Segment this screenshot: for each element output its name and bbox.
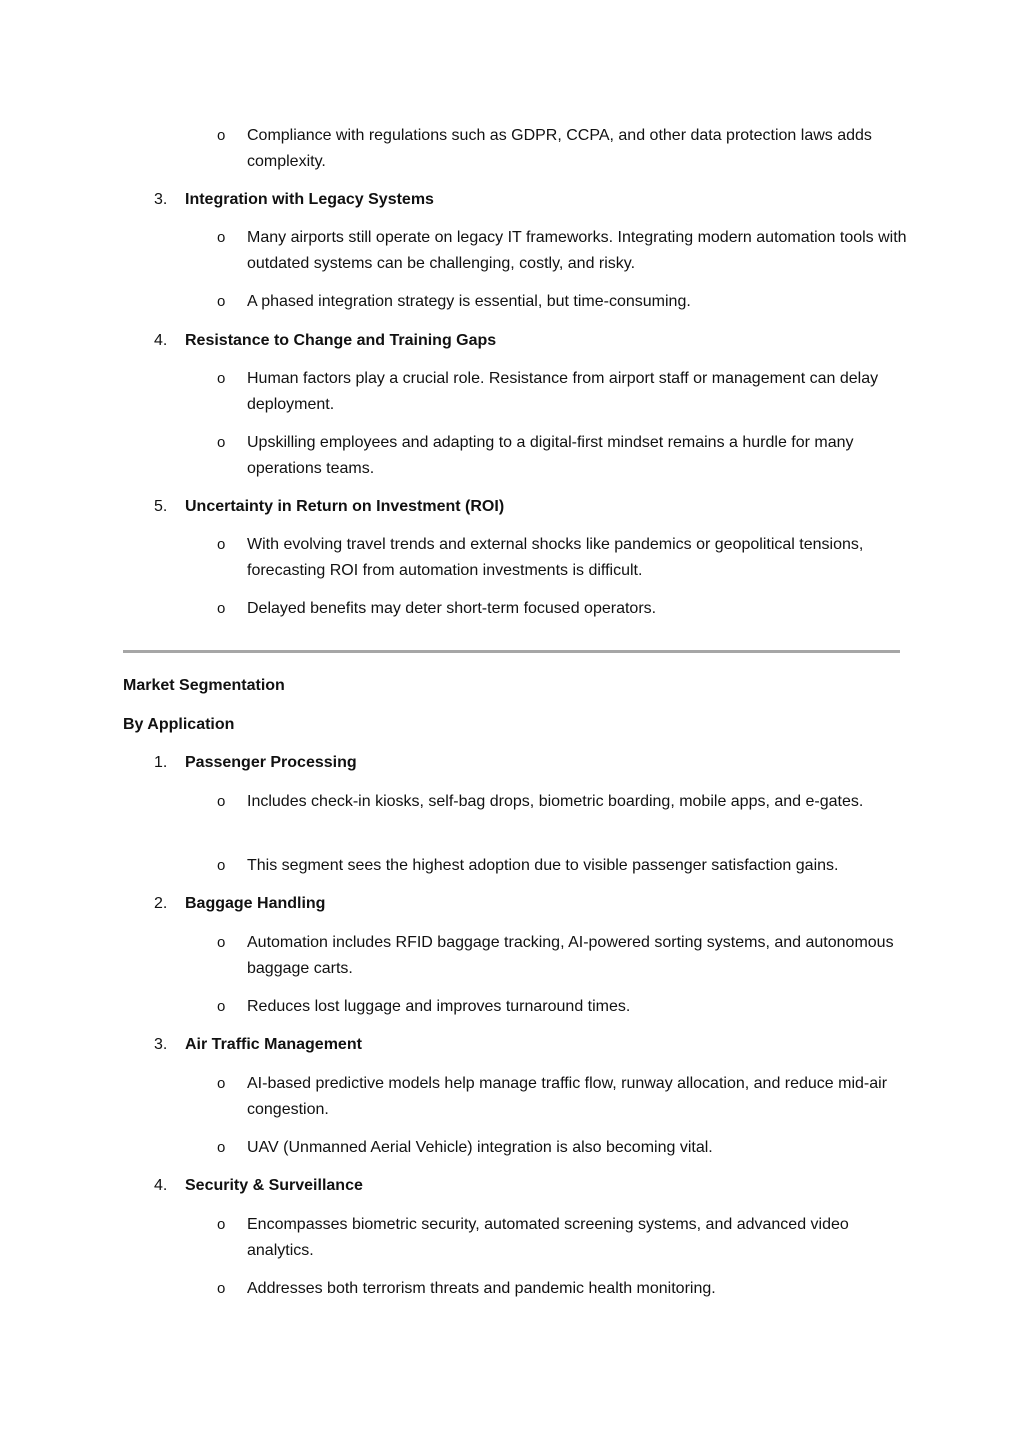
- bullet-text: Human factors play a crucial role. Resistance from airport staff or management can delay deployment.: [247, 370, 879, 413]
- list-item-title: Integration with Legacy Systems: [185, 191, 434, 208]
- bullet-text: Encompasses biometric security, automated screening systems, and advanced video analytics.: [247, 1216, 849, 1259]
- bullet-marker: o: [217, 293, 226, 310]
- section-subheading: By Application: [123, 716, 235, 733]
- bullet-marker: o: [217, 536, 226, 553]
- bullet-marker: o: [217, 857, 226, 874]
- bullet-marker: o: [217, 127, 226, 144]
- list-item-title: Baggage Handling: [185, 895, 326, 912]
- section-heading: Market Segmentation: [123, 677, 285, 694]
- bullet-text: UAV (Unmanned Aerial Vehicle) integration is also becoming vital.: [247, 1139, 713, 1156]
- bullet-marker: o: [217, 1216, 226, 1233]
- bullet-text: Delayed benefits may deter short-term focused operators.: [247, 600, 657, 617]
- bullet-text: Reduces lost luggage and improves turnaround times.: [247, 998, 631, 1015]
- list-item-title: Resistance to Change and Training Gaps: [185, 332, 497, 349]
- list-number: 2.: [154, 895, 168, 912]
- bullet-text: Addresses both terrorism threats and pandemic health monitoring.: [247, 1280, 716, 1297]
- list-number: 3.: [154, 1036, 168, 1053]
- bullet-text: Upskilling employees and adapting to a digital-first mindset remains a hurdle for many operations teams.: [247, 434, 854, 477]
- bullet-marker: o: [217, 1280, 226, 1297]
- bullet-text: With evolving travel trends and external shocks like pandemics or geopolitical tensions, forecasting ROI from automation investments is difficult.: [247, 536, 864, 579]
- list-number: 4.: [154, 332, 168, 349]
- list-item-title: Air Traffic Management: [185, 1036, 362, 1053]
- list-item-title: Security & Surveillance: [185, 1177, 363, 1194]
- bullet-marker: o: [217, 998, 226, 1015]
- bullet-text: AI-based predictive models help manage traffic flow, runway allocation, and reduce mid-air congestion.: [247, 1075, 888, 1118]
- bullet-marker: o: [217, 793, 226, 810]
- list-number: 3.: [154, 191, 168, 208]
- bullet-text: Many airports still operate on legacy IT frameworks. Integrating modern automation tools with outdated systems can be challenging, costly, and risky.: [247, 229, 907, 272]
- bullet-text: Automation includes RFID baggage tracking, AI-powered sorting systems, and autonomous baggage carts.: [247, 934, 894, 977]
- bullet-marker: o: [217, 934, 226, 951]
- bullet-marker: o: [217, 434, 226, 451]
- bullet-marker: o: [217, 229, 226, 246]
- bullet-marker: o: [217, 370, 226, 387]
- bullet-marker: o: [217, 1139, 226, 1156]
- bullet-text: This segment sees the highest adoption due to visible passenger satisfaction gains.: [247, 857, 839, 874]
- list-item-title: Uncertainty in Return on Investment (ROI): [185, 498, 505, 515]
- list-number: 5.: [154, 498, 168, 515]
- bullet-marker: o: [217, 1075, 226, 1092]
- list-number: 4.: [154, 1177, 168, 1194]
- list-item-title: Passenger Processing: [185, 754, 357, 771]
- bullet-text: Compliance with regulations such as GDPR, CCPA, and other data protection laws adds complexity.: [247, 127, 872, 170]
- bullet-text: Includes check-in kiosks, self-bag drops, biometric boarding, mobile apps, and e-gates.: [247, 793, 864, 810]
- horizontal-rule: [123, 650, 900, 653]
- bullet-text: A phased integration strategy is essential, but time-consuming.: [247, 293, 691, 310]
- list-number: 1.: [154, 754, 168, 771]
- bullet-marker: o: [217, 600, 226, 617]
